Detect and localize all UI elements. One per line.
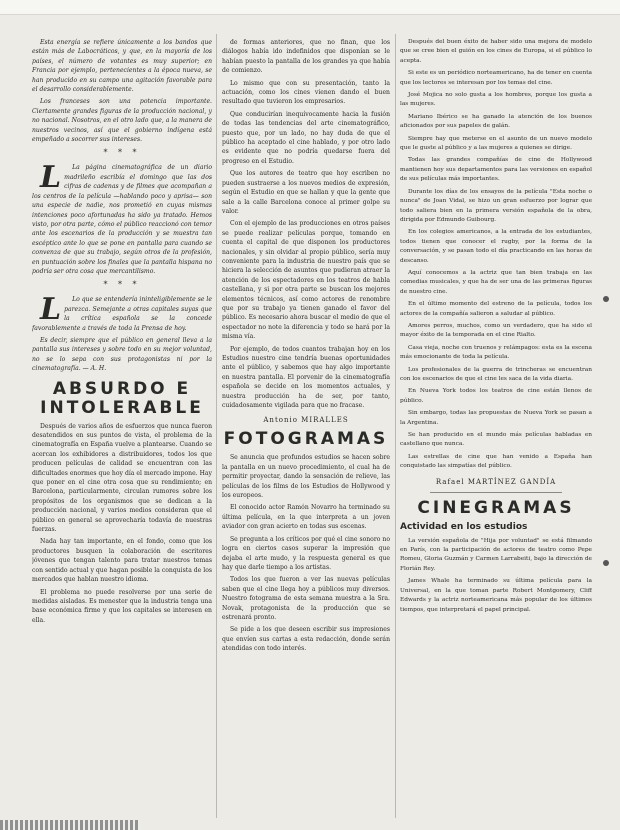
paragraph: Durante los días de los ensayos de la película "Esta noche o nunca" de Joan Vidal, se hizo un gran esfuerzo por lograr que todo saliera bien en la primera versión española de la obra, dirigida por Edmundo Guibourg. — [400, 188, 592, 223]
column-middle — [222, 38, 390, 816]
paragraph: La versión española de "Hija por voluntad" se está filmando en París, con la participación de actores de teatro como Pepe Romeu, Gloria Guzmán y Carmen Larrabeiti, bajo la dirección de Florián Rey. — [400, 537, 592, 572]
paragraph: L Lo que se entendería ininteligiblemente se le parezca. Semejante a otras capitales suyas que la crítica española se la concede favorablemente a través de toda la Prensa de hoy. — [32, 292, 212, 332]
column-rule — [395, 34, 396, 818]
paragraph: Los profesionales de la guerra de trincheras se encuentran con los escenarios de que el cine les saca de la vida diaria. — [400, 366, 592, 382]
paragraph: En Nueva York todos los teatros de cine están llenos de público. — [400, 388, 592, 404]
paragraph: Amores perros, muchos, como un verdadero, que ha sido el mayor éxito de la temporada en el cine Rialto. — [400, 322, 592, 339]
article-headline: ABSURDO E INTOLERABLE — [40, 378, 204, 418]
paragraph: Después de varios años de esfuerzos que nunca fueron desatendidos en sus puntos de vista, el problema de la cinematografía en España vuelve a plantearse. Cuando se acercan los exhibidores a distribuidores, todos los que producen películas de calidad se encuentran con las dificultades enormes que hoy día el mercado impone. Hay que poner en el cine otra cosa que su rendimiento; en Barcelona, particularmente, circulan rumores sobre los propósitos de los organismos que se dedican a la producción nacional, y varios medios consideran que el público en general se aprovecharía todavía de nuestras fuerzas. — [32, 422, 212, 534]
paragraph: José Mojica no solo gusta a los hombres, porque los gusta a las mujeres. — [400, 92, 592, 108]
paragraph: Todas las grandes compañías de cine de Hollywood mantienen hoy sus departamentos para las versiones en español de sus películas más importantes. — [400, 157, 592, 183]
binding-hole — [603, 560, 609, 566]
page-fold — [0, 0, 620, 15]
paragraph: Mariano Ibérico se ha ganado la atención de los buenos aficionados por sus papeles de galán. — [400, 113, 592, 130]
paragraph: Con el ejemplo de las producciones en otros países se puede realizar películas porque, tomando en cuenta el capital de que disponen los productores nacionales, y sin olvidar al propio público, sería muy conveniente para la industria de nuestro país que se hiciera la selección de asuntos que pudieran atraer la atención de los espectadores en los teatros de habla castellana, y si por otra parte se buscan los mejores elementos técnicos, así como actores de renombre que por su trabajo ya tienen ganado el favor del público. Es necesario ahora buscar el medio de que el espectador no note la diferencia y todo se hará por la misma vía. — [222, 220, 390, 341]
paragraph: El conocido actor Ramón Novarro ha terminado su última película, en la que interpreta a un joven aviador con gran acierto en todas sus escenas. — [222, 504, 390, 531]
paragraph: Es decir, siempre que el público en general lleva a la pantalla sus intereses y sobre todo en su mejor voluntad, no se lo sepa con sus protagonistas ni por la cinematografía. — A. H. — [32, 336, 212, 373]
paragraph: El problema no puede resolverse por una serie de medidas aisladas. Es menester que la industria tenga una base económica firme y que los capitales se interesen en ella. — [32, 588, 212, 624]
column-left — [32, 38, 212, 816]
paragraph: Lo mismo que con su presentación, tanto la actuación, como los cines vienen dando el buen resultado que tuvieron los empresarios. — [222, 79, 390, 106]
article-subheading: Actividad en los estudios — [400, 521, 528, 532]
article-headline: FOTOGRAMAS — [223, 429, 389, 450]
column-rule — [216, 34, 217, 818]
paragraph: Por ejemplo, de todos cuantos trabajan hoy en los Estudios nuestro cine tendría buenas oportunidades ante el público, y sabemos que hay algo importante en nuestra pantalla. El porvenir de la cinematografía española se decide en los momentos actuales, y nuestra producción ha de ser, por tanto, cuidadosamente vigilada para que no fracase. — [222, 345, 390, 410]
separator-stars: * * * — [103, 148, 141, 158]
paragraph: Siempre hay que meterse en el asunto de un nuevo modelo que le guste al público y a las mujeres a quienes se dirige. — [400, 135, 592, 152]
column-right — [400, 38, 592, 816]
paragraph: En los colegios americanos, a la entrada de los estudiantes, todos tienen que conocer el rugby, por la forma de la conversación, y se pasan todo el día practicando en las horas de descanso. — [400, 229, 592, 264]
paragraph: En el último momento del estreno de la película, todos los actores de la compañía salieron a saludar al público. — [400, 301, 592, 317]
paragraph: Después del buen éxito de haber sido una mejora de modelo que se cree bien el guión en los cines de Europa, si el público lo acepta. — [400, 39, 592, 64]
binding-hole — [603, 296, 609, 302]
paragraph: Sin embargo, todas las propuestas de Nueva York se pasan a la Argentina. — [400, 410, 592, 426]
paragraph: Nada hay tan importante, en el fondo, como que los productores busquen la colaboración de escritores jóvenes que tengan talento para tratar nuestros temas con sentido actual y que hagan posible la conquista de los mercados que hablan nuestro idioma. — [32, 538, 212, 584]
separator-stars: * * * — [103, 280, 141, 290]
paragraph: Se pide a los que deseen escribir sus impresiones que envíen sus cartas a esta redacción, donde serán atendidas con todo interés. — [222, 626, 390, 653]
paragraph: James Whale ha terminado su última película para la Universal, en la que toman parte Robert Montgomery, Cliff Edwards y la actriz norteamericana más popular de los últimos tiempos, que interpretará el papel principal. — [400, 578, 592, 613]
author-signature: Antonio MIRALLES — [263, 416, 349, 425]
paragraph: Si este es un periódico norteamericano, ha de tener en cuenta que los lectores se interesan por los temas del cine. — [400, 70, 592, 86]
author-signature: Rafael MARTÍNEZ GANDÍA — [435, 477, 557, 486]
paragraph: Todos los que fueron a ver las nuevas películas saben que el cine llega hoy a públicos muy diversos. Nuestro fotograma de esta semana muestra a la Sra. Novak, protagonista de la producción que se estrenará pronto. — [222, 576, 390, 621]
paragraph: Esta energía se refiere únicamente a los bandos que están más de Labocráticos, y que, en la mayoría de los países, el número de votantes es muy superior; en Francia por ejemplo, pertenecientes a la época nueva, se han producido en su campo una agitación favorable para el desarrollo considerablemente. — [32, 39, 212, 94]
paragraph: Casa vieja, noche con truenos y relámpagos: esta es la escena más emocionante de toda la película. — [400, 344, 592, 361]
article-headline: CINEGRAMAS — [417, 497, 575, 518]
paragraph: Las estrellas de cine que han venido a España han conquistado las simpatías del público. — [400, 453, 592, 470]
scan-edge — [0, 820, 140, 830]
paragraph: Aquí conocemos a la actriz que tan bien trabaja en las comedias musicales, y que ha de ser una de las primeras figuras de nuestro cine. — [400, 269, 592, 295]
paragraph: Se han producido en el mundo más películas habladas en castellano que nunca. — [400, 432, 592, 448]
paragraph: Se anuncia que profundos estudios se hacen sobre la pantalla en un nuevo procedimiento, el cual ha de permitir proyectar, dando la sensación de relieve, las películas de los films de los Estudios de Hollywood y los europeos. — [222, 454, 390, 500]
divider — [430, 492, 562, 493]
paragraph: Se pregunta a los críticos por qué el cine sonoro no logra en ciertos casos superar la impresión que dejaba el arte mudo, y la respuesta general es que hay que darle tiempo a los artistas. — [222, 535, 390, 571]
paragraph: L La página cinematográfica de un diario madrileño escribía el domingo que las dos cifras de cadenas y de filmes que acompañan a los centros de la película —hablando poco y aprisa— son una especie de nadie, nos prometió en cuyas mismas intenciones poco afortunadas ha sido ya tratado. Hemos visto, por otra parte, cómo el público reaccionó con temor ante los escenarios de la producción y se muestra tan escéptico ante lo que se pone en pantalla para cuando se convenza de que su trabajo, según otros de la profesión, en puntuación sobre los finales que la pantalla hispana no podría ser otra cosa que mercantilismo. — [32, 160, 212, 275]
paragraph: Los franceses son una potencia importante. Ciertamente grandes figuras de la producción nacional, y no nacional. Nosotros, en el otro lado que, a la manera de nuestros vecinos, así que el gobierno indígena está empeñado a socorrer sus intereses. — [32, 98, 212, 144]
paragraph: Que los autores de teatro que hoy escriben no pueden sustraerse a los nuevos medios de expresión, según el Estudio en que se hallan y que la gente que sale a la calle Barcelona conoce al primer golpe su valor. — [222, 170, 390, 215]
paragraph: Que conducirían inequívocamente hacia la fusión de todas las tendencias del arte cinematográfico, puesto que, por un lado, no hay duda de que el público ha aceptado el cine hablado, y por otro lado es evidente que no podría quedarse fuera del progreso en el Estudio. — [222, 110, 390, 165]
paragraph: de formas anteriores, que no finan, que los diálogos había ido indefinidos que disponían se le habían puesto la pantalla de los grandes ya que había de comienzo. — [222, 39, 390, 75]
